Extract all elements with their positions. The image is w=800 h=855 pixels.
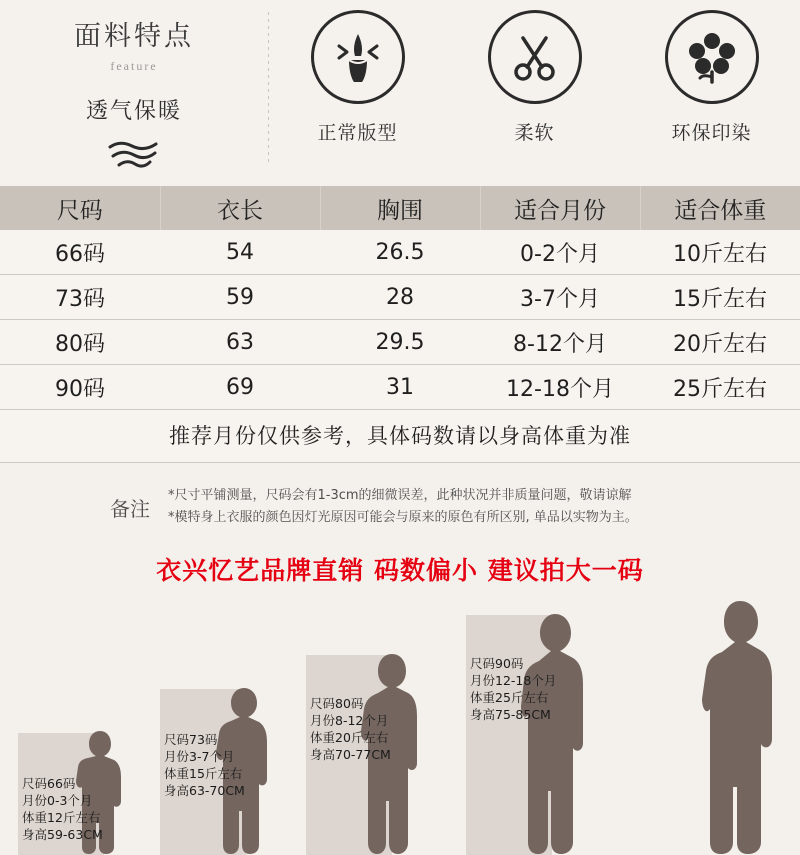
table-header-cell: 衣长 — [160, 186, 320, 230]
table-cell: 54 — [160, 230, 320, 275]
silhouette-height: 身高75-85CM — [470, 707, 551, 722]
promo-banner: 衣兴忆艺品牌直销 码数偏小 建议拍大一码 — [0, 547, 800, 593]
silhouette-weight: 体重12斤左右 — [22, 810, 101, 825]
silhouette-info — [310, 695, 391, 763]
silhouette-size: 尺码80码 — [310, 696, 364, 711]
feature-item-label: 正常版型 — [317, 122, 398, 144]
remark-lines — [168, 485, 800, 529]
silhouette-size: 尺码66码 — [22, 776, 76, 791]
table-cell: 29.5 — [320, 320, 480, 365]
wave-lines-icon — [0, 139, 268, 169]
silhouette-height: 身高70-77CM — [310, 747, 391, 762]
feature-main-text: 透气保暖 — [85, 99, 182, 124]
table-cell: 26.5 — [320, 230, 480, 275]
flower-icon — [665, 10, 759, 104]
adult-silhouette-icon — [700, 597, 780, 855]
feature-title: 面料特点 — [74, 21, 194, 52]
table-cell: 25斤左右 — [640, 365, 800, 410]
feature-subtitle: feature — [110, 59, 158, 73]
silhouette-weight: 体重15斤左右 — [164, 766, 243, 781]
remark-line: *模特身上衣服的颜色因灯光原因可能会与原来的原色有所区别, 单品以实物为主。 — [168, 510, 638, 525]
table-row — [0, 230, 800, 275]
table-cell: 12-18个月 — [480, 365, 640, 410]
size-table — [0, 186, 800, 463]
table-header-cell: 适合月份 — [480, 186, 640, 230]
table-cell: 59 — [160, 275, 320, 320]
table-cell: 3-7个月 — [480, 275, 640, 320]
table-header-cell: 胸围 — [320, 186, 480, 230]
silhouette-info — [164, 731, 245, 799]
feature-left-block — [0, 0, 268, 169]
remark-line: *尺寸平铺测量，尺码会有1-3cm的细微误差，此种状况并非质量问题，敬请谅解 — [168, 488, 632, 503]
child-silhouette-icon — [518, 609, 590, 855]
scissors-icon — [488, 10, 582, 104]
feature-item-label: 柔软 — [514, 122, 555, 144]
feature-icon-list — [269, 0, 800, 145]
feature-item-eco-dye — [637, 10, 787, 145]
silhouette-months: 月份0-3个月 — [22, 793, 93, 808]
remark-block — [0, 463, 800, 547]
silhouette-info — [22, 775, 103, 843]
silhouette-size: 尺码73码 — [164, 732, 218, 747]
silhouette-height: 身高59-63CM — [22, 827, 103, 842]
table-cell: 20斤左右 — [640, 320, 800, 365]
table-header-cell: 尺码 — [0, 186, 160, 230]
feature-section — [0, 0, 800, 186]
table-cell: 80码 — [0, 320, 160, 365]
table-cell: 73码 — [0, 275, 160, 320]
table-row — [0, 365, 800, 410]
silhouette-height: 身高63-70CM — [164, 783, 245, 798]
silhouette-months: 月份8-12个月 — [310, 713, 389, 728]
table-row — [0, 320, 800, 365]
remark-label: 备注 — [110, 496, 150, 521]
silhouette-months: 月份12-18个月 — [470, 673, 557, 688]
table-note: 推荐月份仅供参考，具体码数请以身高体重为准 — [0, 410, 800, 463]
table-cell: 0-2个月 — [480, 230, 640, 275]
table-header-cell: 适合体重 — [640, 186, 800, 230]
feature-item-fit — [283, 10, 433, 145]
table-cell: 31 — [320, 365, 480, 410]
table-cell: 28 — [320, 275, 480, 320]
table-cell: 90码 — [0, 365, 160, 410]
silhouette-size: 尺码90码 — [470, 656, 524, 671]
table-note-row — [0, 410, 800, 463]
table-cell: 63 — [160, 320, 320, 365]
feature-item-soft — [460, 10, 610, 145]
silhouette-section — [0, 593, 800, 855]
body-shape-icon — [311, 10, 405, 104]
table-cell: 15斤左右 — [640, 275, 800, 320]
table-cell: 66码 — [0, 230, 160, 275]
table-cell: 8-12个月 — [480, 320, 640, 365]
table-cell: 10斤左右 — [640, 230, 800, 275]
silhouette-weight: 体重25斤左右 — [470, 690, 549, 705]
silhouette-weight: 体重20斤左右 — [310, 730, 389, 745]
table-cell: 69 — [160, 365, 320, 410]
silhouette-months: 月份3-7个月 — [164, 749, 235, 764]
feature-item-label: 环保印染 — [671, 122, 752, 144]
table-header-row — [0, 186, 800, 230]
silhouette-info — [470, 655, 556, 723]
table-row — [0, 275, 800, 320]
